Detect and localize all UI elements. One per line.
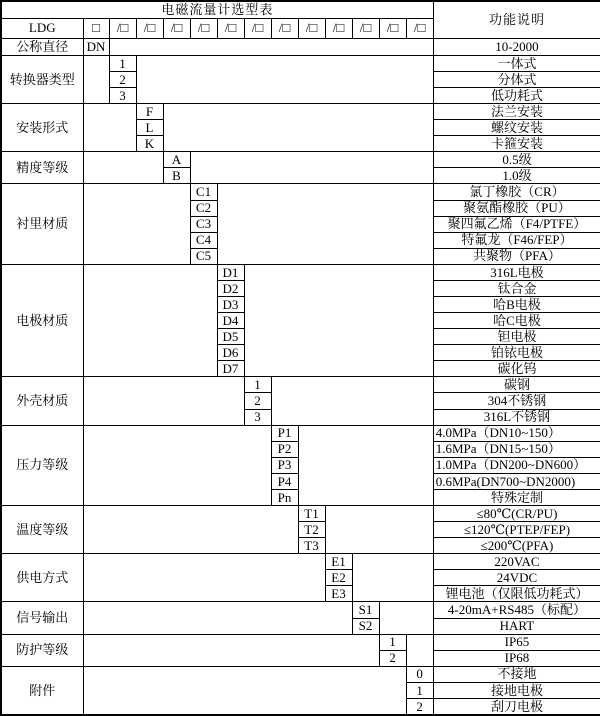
- spacer-cell: [325, 505, 433, 553]
- code-slot-box: /□: [406, 18, 433, 38]
- option-function: 0.6MPa(DN700~DN2000): [433, 473, 600, 489]
- option-row: [1, 184, 600, 200]
- option-function: 1.0级: [433, 168, 600, 184]
- option-code: T2: [298, 522, 325, 538]
- option-function: 不接地: [433, 666, 600, 682]
- option-function: 特殊定制: [433, 489, 600, 505]
- option-code: C4: [190, 232, 217, 248]
- option-code: 2: [406, 698, 433, 715]
- option-function: 钛合金: [433, 280, 600, 296]
- spacer-cell: [379, 602, 433, 634]
- option-function: 铂铱电极: [433, 345, 600, 361]
- option-function: 1.6MPa（DN15~150）: [433, 441, 600, 457]
- option-code: E2: [325, 570, 352, 586]
- option-code: D4: [217, 313, 244, 329]
- option-function: 卡箍安装: [433, 136, 600, 152]
- option-code: 1: [109, 55, 136, 71]
- option-function: ≤120℃(PTEP/FEP): [433, 522, 600, 538]
- option-code: T3: [298, 538, 325, 554]
- option-code: 3: [109, 87, 136, 103]
- option-function: 分体式: [433, 71, 600, 87]
- option-function: IP68: [433, 650, 600, 666]
- category-label: 防护等级: [1, 634, 83, 666]
- option-function: ≤200℃(PFA): [433, 538, 600, 554]
- option-code: 1: [379, 634, 406, 650]
- table-title: 电磁流量计选型表: [1, 1, 433, 18]
- category-label: 温度等级: [1, 505, 83, 553]
- code-slot-box: /□: [298, 18, 325, 38]
- option-function: 0.5级: [433, 152, 600, 168]
- spacer-cell: [83, 425, 271, 505]
- option-code: C5: [190, 248, 217, 264]
- option-function: 一体式: [433, 55, 600, 71]
- code-slot-box: /□: [352, 18, 379, 38]
- category-label: 安装形式: [1, 104, 83, 152]
- option-code: A: [163, 152, 190, 168]
- option-code: D2: [217, 280, 244, 296]
- option-row: [1, 666, 600, 682]
- option-code: 1: [406, 682, 433, 698]
- code-slot-box: /□: [190, 18, 217, 38]
- option-code: 0: [406, 666, 433, 682]
- option-code: T1: [298, 505, 325, 521]
- option-function: HART: [433, 618, 600, 634]
- option-code: D1: [217, 264, 244, 280]
- option-code: C3: [190, 216, 217, 232]
- option-function: 特氟龙（F46/FEP）: [433, 232, 600, 248]
- code-slot-box: /□: [109, 18, 136, 38]
- option-function: 刮刀电极: [433, 698, 600, 715]
- option-function: 24VDC: [433, 570, 600, 586]
- option-function: 碳钢: [433, 377, 600, 393]
- option-code: E3: [325, 586, 352, 602]
- option-row: [1, 264, 600, 280]
- diameter-label: 公称直径: [1, 38, 83, 55]
- option-code: E1: [325, 554, 352, 570]
- option-code: 2: [109, 71, 136, 87]
- option-code: S2: [352, 618, 379, 634]
- option-code: 2: [244, 393, 271, 409]
- spacer-cell: [83, 554, 325, 602]
- code-slot-box: /□: [244, 18, 271, 38]
- option-function: 螺纹安装: [433, 120, 600, 136]
- option-function: 4.0MPa（DN10~150）: [433, 425, 600, 441]
- option-code: P3: [271, 457, 298, 473]
- option-function: 氯丁橡胶（CR）: [433, 184, 600, 200]
- category-label: 附件: [1, 666, 83, 715]
- option-code: D6: [217, 345, 244, 361]
- spacer-cell: [83, 602, 352, 634]
- option-row: [1, 152, 600, 168]
- model-prefix-cell: LDG: [1, 18, 83, 38]
- option-function: 接地电极: [433, 682, 600, 698]
- option-code: K: [136, 136, 163, 152]
- category-label: 衬里材质: [1, 184, 83, 264]
- option-function: 低功耗式: [433, 87, 600, 103]
- diameter-code: DN: [83, 38, 109, 55]
- category-label: 压力等级: [1, 425, 83, 505]
- spacer-cell: [190, 152, 433, 184]
- option-code: L: [136, 120, 163, 136]
- option-code: 2: [379, 650, 406, 666]
- option-function: 304不锈钢: [433, 393, 600, 409]
- option-row: [1, 602, 600, 618]
- option-code: 3: [244, 409, 271, 425]
- code-slot-box: /□: [217, 18, 244, 38]
- category-label: 转换器类型: [1, 55, 83, 103]
- spacer-cell: [271, 377, 433, 425]
- option-row: [1, 55, 600, 71]
- code-slot-box: /□: [163, 18, 190, 38]
- option-function: 220VAC: [433, 554, 600, 570]
- spacer-cell: [83, 666, 406, 715]
- option-code: C2: [190, 200, 217, 216]
- option-function: 法兰安装: [433, 104, 600, 120]
- category-label: 供电方式: [1, 554, 83, 602]
- spacer-cell: [163, 104, 433, 152]
- code-slot-box: /□: [136, 18, 163, 38]
- option-code: C1: [190, 184, 217, 200]
- category-label: 精度等级: [1, 152, 83, 184]
- spacer-cell: [83, 152, 163, 184]
- option-function: 锂电池（仅限低功耗式）: [433, 586, 600, 602]
- spacer-cell: [109, 38, 433, 55]
- spacer-cell: [83, 55, 109, 103]
- spacer-cell: [83, 634, 379, 666]
- diameter-function: 10-2000: [433, 38, 600, 55]
- code-slot-box: /□: [271, 18, 298, 38]
- spacer-cell: [298, 425, 433, 505]
- option-function: 哈C电极: [433, 313, 600, 329]
- option-code: D7: [217, 361, 244, 377]
- spacer-cell: [83, 184, 190, 264]
- option-code: B: [163, 168, 190, 184]
- spacer-cell: [83, 505, 298, 553]
- code-slot-box: /□: [379, 18, 406, 38]
- option-function: 钽电极: [433, 329, 600, 345]
- function-description-header: 功能说明: [433, 1, 600, 38]
- spacer-cell: [244, 264, 433, 377]
- option-function: IP65: [433, 634, 600, 650]
- option-function: ≤80℃(CR/PU): [433, 505, 600, 521]
- code-slot-box: /□: [325, 18, 352, 38]
- option-row: [1, 634, 600, 650]
- option-code: D3: [217, 296, 244, 312]
- spacer-cell: [352, 554, 433, 602]
- option-code: F: [136, 104, 163, 120]
- spacer-cell: [406, 634, 433, 666]
- option-function: 4-20mA+RS485（标配）: [433, 602, 600, 618]
- spacer-cell: [83, 264, 217, 377]
- option-code: Pn: [271, 489, 298, 505]
- option-row: [1, 554, 600, 570]
- option-row: [1, 377, 600, 393]
- option-function: 哈B电极: [433, 296, 600, 312]
- category-label: 外壳材质: [1, 377, 83, 425]
- option-code: P1: [271, 425, 298, 441]
- option-function: 聚氨酯橡胶（PU）: [433, 200, 600, 216]
- option-code: 1: [244, 377, 271, 393]
- option-function: 1.0MPa（DN200~DN600）: [433, 457, 600, 473]
- option-code: S1: [352, 602, 379, 618]
- option-row: [1, 104, 600, 120]
- category-label: 信号输出: [1, 602, 83, 634]
- option-function: 共聚物（PFA）: [433, 248, 600, 264]
- option-code: P2: [271, 441, 298, 457]
- option-function: 碳化钨: [433, 361, 600, 377]
- spacer-cell: [83, 377, 244, 425]
- option-row: [1, 505, 600, 521]
- model-digit-box: □: [83, 18, 109, 38]
- option-function: 聚四氟乙烯（F4/PTFE）: [433, 216, 600, 232]
- option-function: 316L不锈钢: [433, 409, 600, 425]
- category-label: 电极材质: [1, 264, 83, 377]
- option-code: D5: [217, 329, 244, 345]
- option-code: P4: [271, 473, 298, 489]
- option-row: [1, 425, 600, 441]
- spacer-cell: [83, 104, 136, 152]
- option-function: 316L电极: [433, 264, 600, 280]
- spacer-cell: [217, 184, 433, 264]
- spacer-cell: [136, 55, 433, 103]
